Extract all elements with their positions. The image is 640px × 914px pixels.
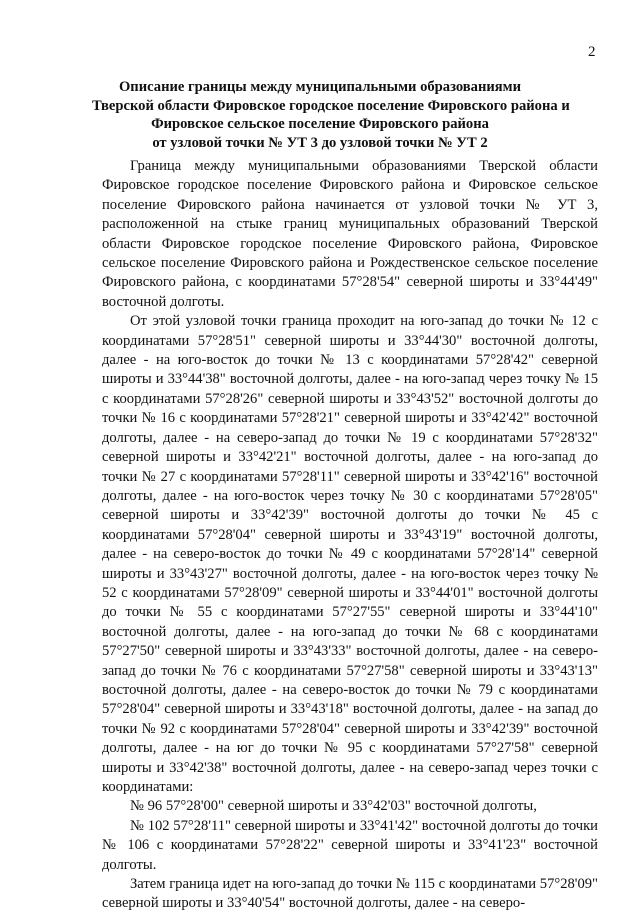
paragraph: От этой узловой точки граница проходит на юго-запад до точки № 12 с координатами 57°28'51" северной широты и 33°44'30" восточной долготы, далее - на юго-восток до точки № 13 с координатами 57°28'42" северной широты и 33°44'38" восточной долготы, далее - на юго-запад через точку № 15 с координатами 57°28'26" северной широты и 33°43'52" восточной долготы до точки № 16 с координатами 57°28'21" северной широты и 33°42'42" восточной долготы, далее - на северо-запад до точки № 19 с координатами 57°28'32" северной широты и 33°42'21" восточной долготы, далее - на юго-запад до точки № 27 с координатами 57°28'11" северной широты и 33°42'16" восточной долготы, далее - на юго-восток через точку № 30 с координатами 57°28'05" северной широты и 33°42'39" восточной долготы до точки № 45 с координатами 57°28'04" северной широты и 33°43'19" восточной долготы, далее - на северо-восток до точки № 49 с координатами 57°28'14" северной широты и 33°43'27" восточной долготы, далее - на юго-восток через точку № 52 с координатами 57°28'09" северной широты и 33°44'01" восточной долготы до точки № 55 с координатами 57°27'55" северной широты и 33°44'10" восточной долготы, далее - на юго-запад до точки № 68 с координатами 57°27'50" северной широты и 33°43'33" восточной долготы, далее - на северо-запад до точки № 76 с координатами 57°27'58" северной широты и 33°43'13" восточной долготы, далее - на северо-восток до точки № 79 с координатами 57°28'04" северной широты и 33°43'18" восточной долготы, далее - на запад до точки № 92 с координатами 57°28'04" северной широты и 33°42'39" восточной долготы, далее - на юг до точки № 95 с координатами 57°27'58" северной широты и 33°42'38" восточной долготы, далее - на северо-запад через точки с координатами: xyxy=(102,313,598,795)
title-line: от узловой точки № УТ 3 до узловой точки № УТ 2 xyxy=(152,134,488,151)
paragraph: Затем граница идет на юго-запад до точки № 115 с координатами 57°28'09" северной широты и 33°40'54" восточной долготы, далее - на северо- xyxy=(102,876,598,912)
paragraph: Граница между муниципальными образованиями Тверской области Фировское городское поселение Фировского района и Фировское сельское поселение Фировского района начинается от узловой точки № УТ 3, расположенной на стыке границ муниципальных образований Тверской области Фировское городское поселение Фировского района, Фировское сельское поселение Фировского района и Рождественское сельское поселение Фировского района, с координатами 57°28'54" северной широты и 33°44'49" восточной долготы. xyxy=(102,158,598,310)
list-item: № 102 57°28'11" северной широты и 33°41'42" восточной долготы до точки № 106 с координатами 57°28'22" северной широты и 33°41'23" восточной долготы. xyxy=(102,817,598,873)
document-body xyxy=(102,157,598,914)
title-line: Фировское сельское поселение Фировского района xyxy=(151,116,489,132)
title-line: Описание границы между муниципальными образованиями xyxy=(118,79,522,95)
document-title xyxy=(92,78,570,152)
title-line: Тверской области Фировское городское поселение Фировского района и xyxy=(92,97,570,114)
page-number: 2 xyxy=(588,44,596,60)
list-item: № 96 57°28'00" северной широты и 33°42'03" восточной долготы, xyxy=(130,798,537,815)
